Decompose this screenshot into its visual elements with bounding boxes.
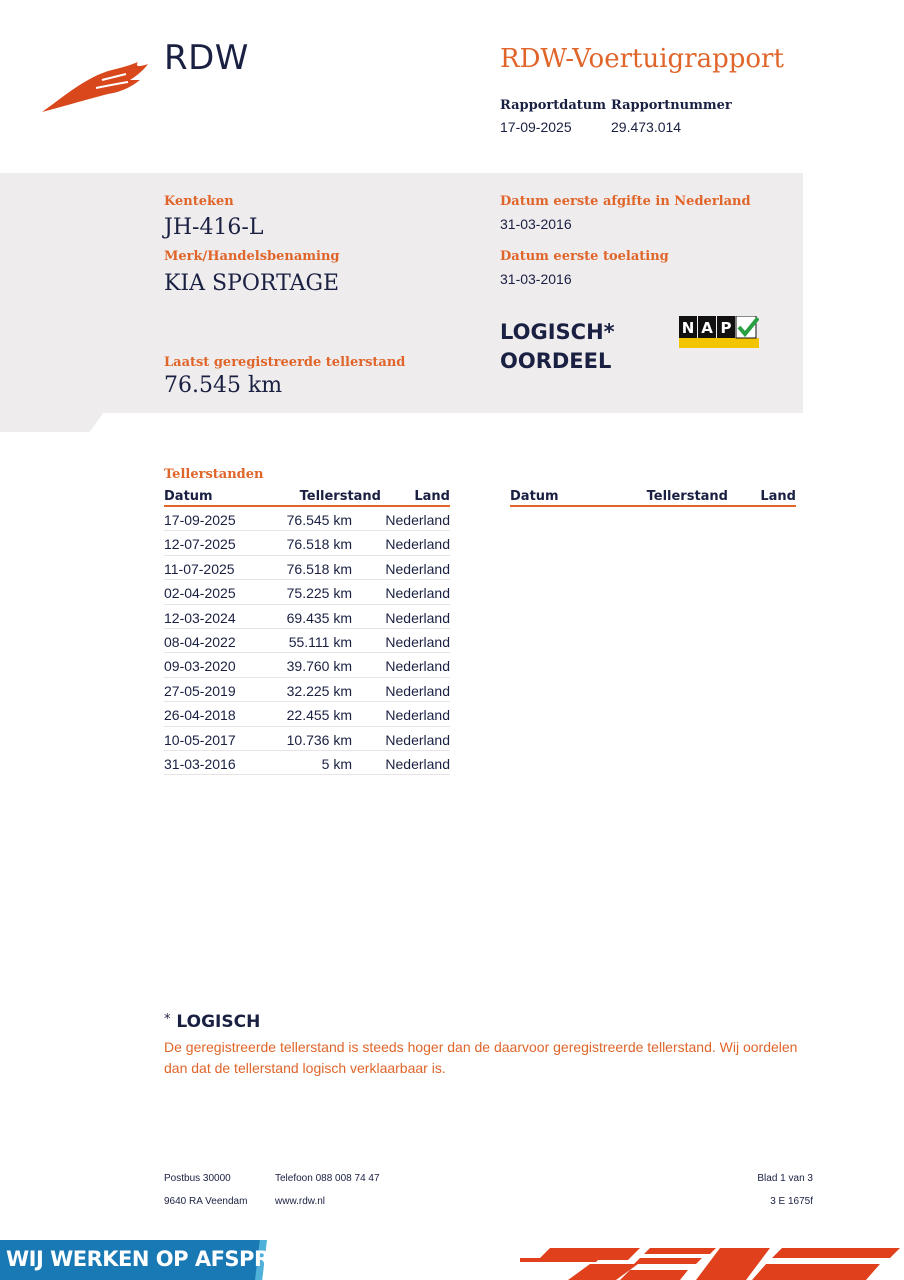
verdict xyxy=(500,318,615,376)
cell-date: 17-09-2025 xyxy=(164,512,236,528)
cell-country: Nederland xyxy=(385,682,450,699)
cell-date: 02-04-2025 xyxy=(164,585,236,602)
cell-date: 12-03-2024 xyxy=(164,609,236,626)
cell-mileage: 75.225 km xyxy=(286,585,352,602)
cell-country: Nederland xyxy=(385,707,450,724)
cell-mileage: 39.760 km xyxy=(286,658,352,675)
cell-mileage: 32.225 km xyxy=(286,682,352,699)
cell-country: Nederland xyxy=(385,731,450,748)
cell-date: 11-07-2025 xyxy=(164,560,235,577)
col-country-header: Land xyxy=(414,489,450,504)
speed-stripes-icon xyxy=(520,1244,904,1280)
make-value: KIA SPORTAGE xyxy=(164,271,340,296)
first-admission-label: Datum eerste toelating xyxy=(500,249,669,264)
cell-date: 26-04-2018 xyxy=(164,707,236,724)
vehicle-summary-panel xyxy=(0,173,803,413)
plate-value: JH-416-L xyxy=(164,215,264,240)
report-number-label: Rapportnummer xyxy=(611,98,732,113)
readings-rows xyxy=(164,507,450,775)
table-row xyxy=(164,605,450,629)
table-row xyxy=(164,556,450,580)
footer-city: 9640 RA Veendam xyxy=(164,1196,248,1207)
note-heading-text: LOGISCH xyxy=(176,1012,261,1032)
first-nl-label: Datum eerste afgifte in Nederland xyxy=(500,194,751,209)
verdict-line-2: OORDEEL xyxy=(500,349,612,373)
table-row xyxy=(164,629,450,653)
nap-check-logo-icon xyxy=(679,316,759,348)
nap-letter-n: N xyxy=(681,319,695,337)
cell-date: 10-05-2017 xyxy=(164,731,236,748)
readings-title: Tellerstanden xyxy=(164,467,264,482)
cell-mileage: 76.545 km xyxy=(286,512,352,528)
col-date-header: Datum xyxy=(164,489,213,504)
first-nl-value: 31-03-2016 xyxy=(500,216,572,232)
mileage-value: 76.545 km xyxy=(164,373,283,398)
report-title: RDW-Voertuigrapport xyxy=(500,44,784,74)
note-asterisk: * xyxy=(164,1012,171,1027)
plate-label: Kenteken xyxy=(164,194,234,209)
readings-table-header-right xyxy=(510,489,796,507)
nap-letter-p: P xyxy=(720,319,732,337)
table-row xyxy=(164,727,450,751)
cell-mileage: 55.111 km xyxy=(288,633,352,650)
cell-mileage: 5 km xyxy=(321,755,352,772)
table-row xyxy=(164,507,450,531)
cell-date: 09-03-2020 xyxy=(164,658,236,675)
cell-mileage: 76.518 km xyxy=(286,560,352,577)
cell-country: Nederland xyxy=(385,512,450,528)
cell-country: Nederland xyxy=(385,755,450,772)
rdw-logo-icon xyxy=(42,58,148,114)
first-admission-value: 31-03-2016 xyxy=(500,271,572,287)
mileage-label: Laatst geregistreerde tellerstand xyxy=(164,355,406,370)
col-date-header-right: Datum xyxy=(510,489,559,504)
logo-text: RDW xyxy=(164,38,249,78)
footer-phone: Telefoon 088 008 74 47 xyxy=(275,1173,380,1184)
cell-date: 31-03-2016 xyxy=(164,755,236,772)
footer-website[interactable]: www.rdw.nl xyxy=(275,1196,326,1207)
readings-table-left xyxy=(164,489,450,775)
report-date-label: Rapportdatum xyxy=(500,98,606,113)
col-mileage-header: Tellerstand xyxy=(299,489,381,504)
cell-country: Nederland xyxy=(385,658,450,675)
report-number: 29.473.014 xyxy=(611,119,682,135)
table-row xyxy=(164,580,450,604)
col-mileage-header-right: Tellerstand xyxy=(646,489,728,504)
table-row xyxy=(164,751,450,775)
note-text: De geregistreerde tellerstand is steeds hoger dan de daarvoor geregistreerde tellerstand. Wij oordelen dan dat de tellerstand logisch verklaarbaar is. xyxy=(164,1039,798,1076)
table-row xyxy=(164,702,450,726)
cell-date: 08-04-2022 xyxy=(164,633,236,650)
cell-mileage: 69.435 km xyxy=(286,609,352,626)
cell-mileage: 22.455 km xyxy=(286,707,352,724)
cell-country: Nederland xyxy=(385,585,450,602)
cell-mileage: 76.518 km xyxy=(286,536,352,553)
cell-country: Nederland xyxy=(385,609,450,626)
col-country-header-right: Land xyxy=(760,489,796,504)
banner-text: WIJ WERKEN OP AFSPRAAK xyxy=(6,1247,317,1271)
table-row xyxy=(164,678,450,702)
cell-country: Nederland xyxy=(385,560,450,577)
verdict-line-1: LOGISCH* xyxy=(500,320,615,344)
readings-table-header xyxy=(164,489,450,507)
table-row xyxy=(164,653,450,677)
cell-mileage: 10.736 km xyxy=(286,731,352,748)
nap-letter-a: A xyxy=(701,319,713,337)
table-row xyxy=(164,531,450,555)
make-label: Merk/Handelsbenaming xyxy=(164,249,340,264)
cell-country: Nederland xyxy=(385,536,450,553)
report-date: 17-09-2025 xyxy=(500,119,572,135)
footer-postbus: Postbus 30000 xyxy=(164,1173,231,1184)
panel-tail-decoration xyxy=(0,412,104,432)
footer-page: Blad 1 van 3 xyxy=(757,1173,813,1184)
footer-code: 3 E 1675f xyxy=(770,1196,813,1207)
cell-country: Nederland xyxy=(385,633,450,650)
cell-date: 12-07-2025 xyxy=(164,536,236,553)
cell-date: 27-05-2019 xyxy=(164,682,236,699)
readings-table-right xyxy=(510,489,796,507)
note-heading xyxy=(164,1012,260,1032)
